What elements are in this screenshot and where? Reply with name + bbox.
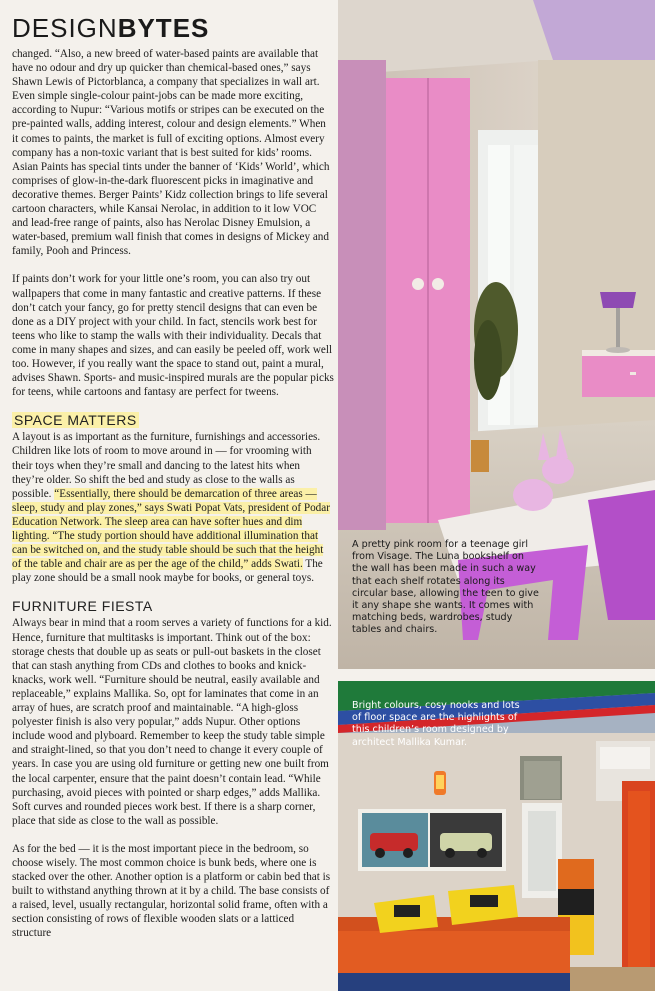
paragraph-layout: A layout is as important as the furniture, furnishings and accessories. Children like lots of room to move around in — for vrooming with their toys when they’re small and dancing to the latest hits when they’re older. So shift the bed and study as close to the walls as possible. “Essentially, there should be demarcation of three areas — sleep, study and play zones,” says Swati Popat Vats, president of Podar Education Network. The sleep area can have softer hues and dim lighting. “The study portion should have additional illumination that can be switched on, and the study table should be such that the height of the table and chair are as per the age of the child,” adds Swati. The play zone should be a small nook maybe for books, or general toys. bbox=[12, 431, 330, 585]
section-header bbox=[12, 14, 209, 42]
header-design: DESIGN bbox=[12, 13, 118, 43]
caption-pink-room: A pretty pink room for a teenage girl from Visage. The Luna bookshelf on the wall has been made in such a way that each shelf rotates along its circular base, allowing the teen to give it any shape she wants. It comes with matching beds, wardrobes, study tables and chairs. bbox=[352, 539, 539, 636]
paragraph-wallpapers: If paints don’t work for your little one’s room, you can also try out wallpapers that come in many fantastic and creative patterns. If these don’t catch your fancy, go for pretty stencil designs that can even be done as a DIY project with your child. In fact, stencils work best for teens who like to stamp the walls with their individuality. Decals that come in many shapes and sizes, and can easily be peeled off, work well too. However, if you really want the space to stand out, paint a mural, advises Shawn. Sports- and music-inspired murals are the popular picks for teens, while cartoons and fantasy are perfect for tweens. bbox=[12, 273, 334, 399]
heading-space-matters: SPACE MATTERS bbox=[14, 412, 137, 429]
header-bytes: BYTES bbox=[117, 13, 210, 43]
article-body bbox=[12, 47, 334, 955]
photo-pink-room bbox=[338, 0, 655, 669]
paragraph-paints: changed. “Also, a new breed of water-based paints are available that have no odour and dry up quicker than chemical-based ones,” says Shawn Lewis of Pictorblanca, a company that specializes in wall art. Even simple single-colour paint-jobs can be made more exciting, according to Nupur: “Various motifs or stripes can be executed on the pre-painted walls, adding interest, colour and design elements.” When it comes to paints, the market is full of exciting options. Almost every company has a non-toxic variant that is best suited for kids’ rooms. Asian Paints has special tints under the banner of ‘Kids’ World’, which comprises of glow-in-the-dark fluorescent picks in imaginative and decorative themes. Berger Paints’ Kidz collection brings to life several cartoon characters, while Kansai Nerolac, in addition to it low VOC and lead-free range of paints, also has Nerolac Disney Emulsion, a water-based, premium wall finish that comes in designs of Mickey and family, Pooh and Princess. bbox=[12, 48, 330, 258]
caption-childrens-room: Bright colours, cosy nooks and lots of floor space are the highlights of this children’s room designed by architect Mallika Kumar. bbox=[352, 700, 520, 748]
paragraph-furniture: Always bear in mind that a room serves a variety of functions for a kid. Hence, furniture that multitasks is important. Think out of the box: storage chests that double up as seats or pull-out baskets in the closet that can stash anything from CDs and clothes to books and knick-knacks, work well. “Furniture should be neutral, easily available and replaceable,” explains Mallika. So, opt for laminates that come in an array of hues, are scratch proof and maintainable. “A high-gloss polyester finish is also very popular,” adds Nupur. Other options include wood and plyboard. Remember to keep the study table simple and straight-lined, so that you don’t need to change it every couple of years. In case you are using old furniture or getting new one built from the local carpenter, ensure that the paint doesn’t contain lead. “While purchasing, avoid pieces with pointed or sharp edges,” adds Mallika. Soft curves and rounded pieces work best. If there is a sharp corner, place that side as close to the wall as possible. bbox=[12, 617, 332, 827]
paragraph-bed: As for the bed — it is the most important piece in the bedroom, so choose wisely. The most common choice is bunk beds, where one is stacked over the other. Another option is a platform or cabin bed that is built to withstand anything thrown at it by a child. The base consists of a raised, level, usually rectangular, horizontal solid frame, often with a section consisting of rows of flexible wooden slats or a latticed structure bbox=[12, 842, 331, 940]
highlighted-quote: “Essentially, there should be demarcation of three areas — sleep, study and play zones,” says Swati Popat Vats, president of Podar Education Network. The sleep area can have softer hues and dim lighting. “The study portion should have additional illumination that can be switched on, and the study table should be such that the height of the table and chair are as per the age of the child,” adds Swati. bbox=[12, 487, 330, 571]
heading-furniture-fiesta: FURNITURE FIESTA bbox=[12, 598, 153, 615]
photo-childrens-room bbox=[338, 681, 655, 991]
